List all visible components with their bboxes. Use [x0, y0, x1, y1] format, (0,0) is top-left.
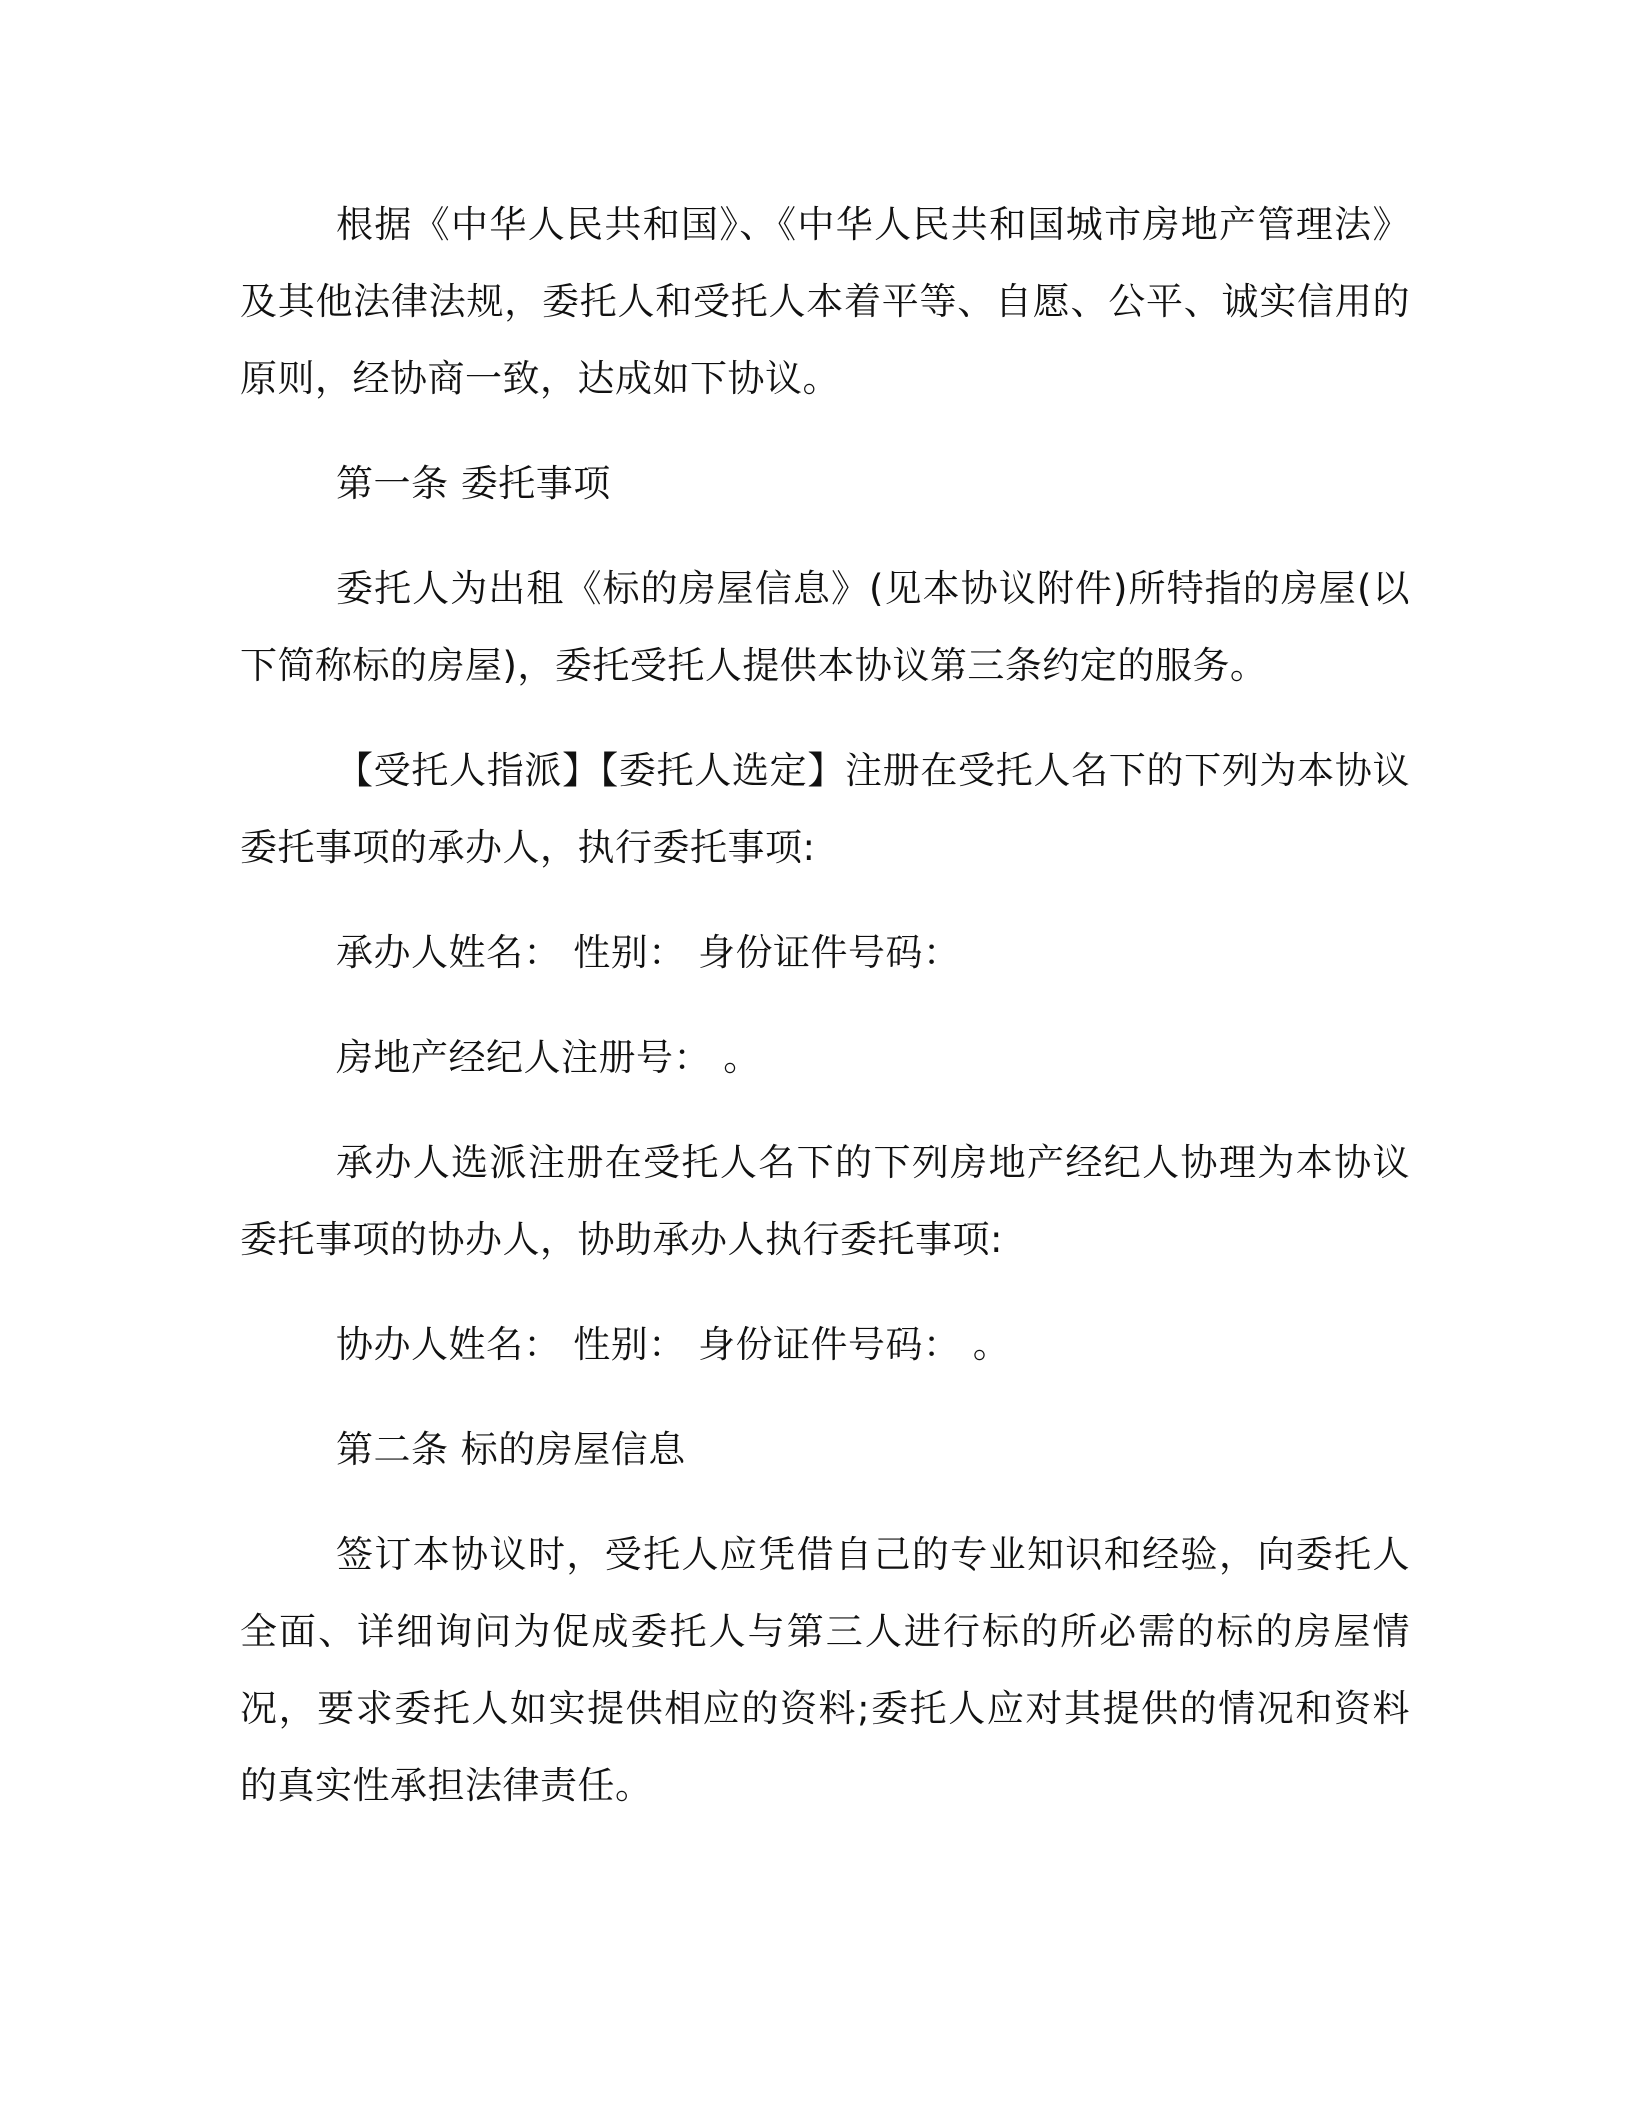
- assistant-info-line: 协办人姓名： 性别： 身份证件号码： 。: [336, 1323, 1011, 1366]
- article-2-heading: 第二条 标的房屋信息: [336, 1428, 686, 1471]
- handler-info-line: 承办人姓名： 性别： 身份证件号码：: [336, 931, 961, 974]
- preamble-paragraph: 根据《中华人民共和国》、《中华人民共和国城市房地产管理法》及其他法律法规，委托人和受托人本着平等、自愿、公平、诚实信用的原则，经协商一致，达成如下协议。: [240, 203, 1410, 400]
- article-1-heading: 第一条 委托事项: [336, 462, 611, 505]
- article-1-paragraph-2: 【受托人指派】【委托人选定】注册在受托人名下的下列为本协议委托事项的承办人，执行委托事项:: [240, 749, 1410, 869]
- article-2-paragraph-1: 签订本协议时，受托人应凭借自己的专业知识和经验，向委托人全面、详细询问为促成委托人与第三人进行标的所必需的标的房屋情况，要求委托人如实提供相应的资料;委托人应对其提供的情况和资料的真实性承担法律责任。: [240, 1533, 1410, 1807]
- broker-registration-line: 房地产经纪人注册号： 。: [336, 1036, 761, 1079]
- article-1-paragraph-3: 承办人选派注册在受托人名下的下列房地产经纪人协理为本协议委托事项的协办人，协助承办人执行委托事项:: [240, 1141, 1410, 1261]
- document-body: [240, 186, 1410, 1852]
- article-1-paragraph-1: 委托人为出租《标的房屋信息》(见本协议附件)所特指的房屋(以下简称标的房屋)，委托受托人提供本协议第三条约定的服务。: [240, 567, 1410, 687]
